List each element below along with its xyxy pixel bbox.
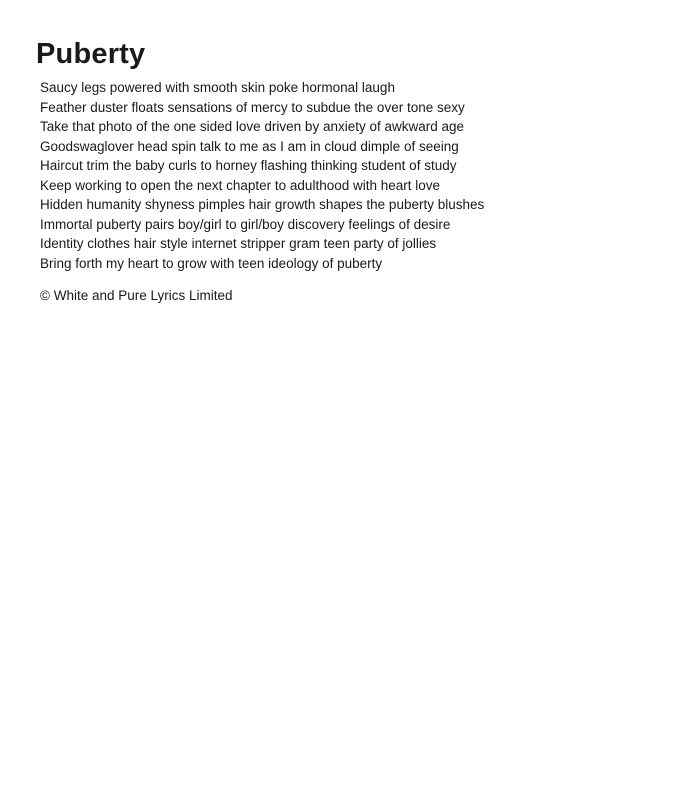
poem-line: Hidden humanity shyness pimples hair growth shapes the puberty blushes bbox=[40, 197, 485, 212]
poem-body bbox=[40, 78, 484, 273]
poem-line: Haircut trim the baby curls to horney flashing thinking student of study bbox=[40, 158, 457, 173]
copyright-notice: © White and Pure Lyrics Limited bbox=[40, 288, 233, 303]
poem-line: Keep working to open the next chapter to adulthood with heart love bbox=[40, 177, 441, 193]
poem-line: Immortal puberty pairs boy/girl to girl/boy discovery feelings of desire bbox=[40, 216, 451, 232]
poem-line: Identity clothes hair style internet stripper gram teen party of jollies bbox=[40, 236, 437, 251]
poem-line: Take that photo of the one sided love driven by anxiety of awkward age bbox=[40, 119, 465, 134]
poem-line: Goodswaglover head spin talk to me as I am in cloud dimple of seeing bbox=[40, 138, 459, 154]
poem-line: Saucy legs powered with smooth skin poke hormonal laugh bbox=[40, 80, 395, 95]
poem-title: Puberty bbox=[36, 38, 146, 70]
poem-line: Feather duster floats sensations of mercy to subdue the over tone sexy bbox=[40, 99, 465, 115]
poem-line: Bring forth my heart to grow with teen ideology of puberty bbox=[40, 255, 383, 271]
